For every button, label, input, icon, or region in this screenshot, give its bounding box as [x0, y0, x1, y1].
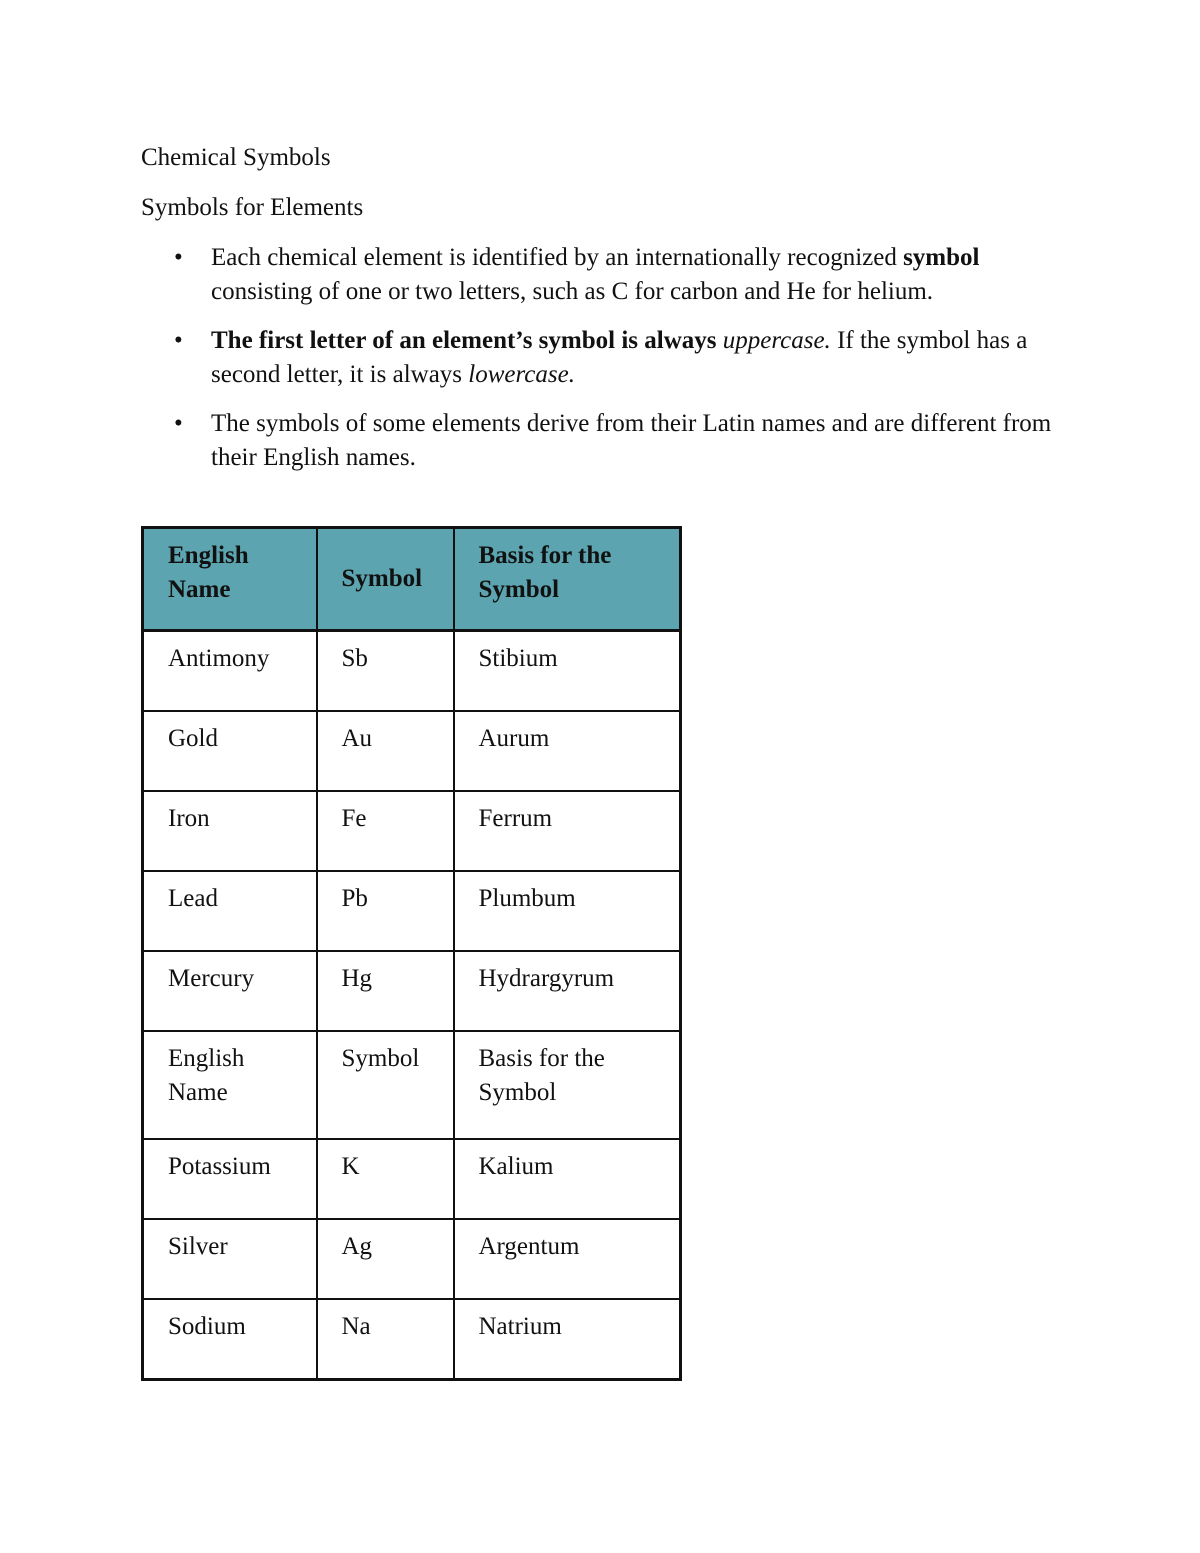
cell-basis: Aurum — [454, 711, 681, 791]
table-row — [143, 871, 681, 951]
cell-symbol: Sb — [317, 631, 454, 712]
bullet-bold-text: symbol — [903, 244, 980, 271]
bullet-list — [141, 241, 1071, 490]
cell-basis: Argentum — [454, 1219, 681, 1299]
cell-basis: Hydrargyrum — [454, 951, 681, 1031]
section-heading: Symbols for Elements — [141, 194, 364, 221]
cell-basis: Plumbum — [454, 871, 681, 951]
table-row — [143, 791, 681, 871]
table-row — [143, 1299, 681, 1380]
table-row — [143, 631, 681, 712]
cell-english-name: Mercury — [143, 951, 317, 1031]
bullet-bold-text: The first letter of an element’s symbol is always — [211, 327, 723, 354]
cell-basis: Basis for the Symbol — [454, 1031, 681, 1139]
cell-symbol: K — [317, 1139, 454, 1219]
cell-basis: Natrium — [454, 1299, 681, 1380]
bullet-icon: • — [174, 327, 183, 354]
cell-english-name: Antimony — [143, 631, 317, 712]
table-row — [143, 711, 681, 791]
bullet-item — [141, 324, 1071, 392]
cell-symbol: Hg — [317, 951, 454, 1031]
bullet-text: Each chemical element is identified by an internationally recognized — [211, 244, 904, 271]
cell-english-name: Sodium — [143, 1299, 317, 1380]
column-header-symbol: Symbol — [317, 528, 454, 631]
cell-basis: Stibium — [454, 631, 681, 712]
cell-english-name: English Name — [143, 1031, 317, 1139]
cell-symbol: Ag — [317, 1219, 454, 1299]
bullet-italic-text: uppercase. — [722, 327, 831, 354]
bullet-item — [141, 407, 1071, 475]
table-row — [143, 1139, 681, 1219]
column-header-basis: Basis for the Symbol — [454, 528, 681, 631]
cell-basis: Kalium — [454, 1139, 681, 1219]
table-row — [143, 1031, 681, 1139]
cell-symbol: Pb — [317, 871, 454, 951]
cell-english-name: Iron — [143, 791, 317, 871]
column-header-english-name: English Name — [143, 528, 317, 631]
document-title: Chemical Symbols — [141, 144, 331, 171]
bullet-text: consisting of one or two letters, such as C for carbon and He for helium. — [211, 278, 934, 305]
table-header-row — [143, 528, 681, 631]
element-symbols-table — [141, 526, 682, 1381]
table-row — [143, 1219, 681, 1299]
bullet-icon: • — [174, 410, 183, 437]
cell-symbol: Fe — [317, 791, 454, 871]
cell-english-name: Silver — [143, 1219, 317, 1299]
cell-english-name: Gold — [143, 711, 317, 791]
bullet-icon: • — [174, 244, 183, 271]
cell-english-name: Lead — [143, 871, 317, 951]
cell-english-name: Potassium — [143, 1139, 317, 1219]
bullet-text: If the symbol has a second letter, it is always — [211, 327, 1028, 388]
cell-basis: Ferrum — [454, 791, 681, 871]
cell-symbol: Au — [317, 711, 454, 791]
bullet-text: The symbols of some elements derive from their Latin names and are different from their English names. — [211, 410, 1052, 471]
bullet-italic-text: lowercase. — [468, 361, 575, 388]
bullet-item — [141, 241, 1071, 309]
cell-symbol: Na — [317, 1299, 454, 1380]
table-row — [143, 951, 681, 1031]
cell-symbol: Symbol — [317, 1031, 454, 1139]
